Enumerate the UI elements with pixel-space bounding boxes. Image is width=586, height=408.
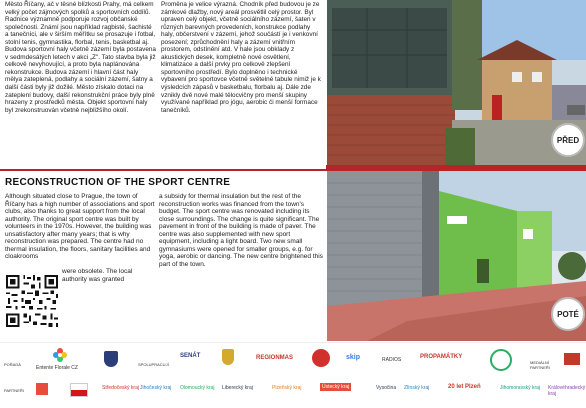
english-text-left-continued: were obsolete. The local authority was granted	[62, 268, 133, 283]
crest-icon	[222, 349, 234, 365]
vysocina-logo: Vysočina	[376, 385, 397, 391]
czech-text-right: Proměna je velice výrazná. Chodník před budovou je ze zámkové dlažby, nový areál prosvětlil celý prostor. Byl upraven celý objekt, včetně sociálního zázemí, šaten v různých barevných provedeních, konstrukce podlahy haly, občerstvení v zázemí, jehož součástí je i venkovní posezení; zprůchodnění haly a zázemí vnitřním prostorem, odstínění atd. V hale jsou obklady z akustických desek, kompletně nové osvětlení, klimatizace a další prvky pro celkově zlepšení sportovního prostředí. Bylo doplněno i technické vybavení pro sportovce včetně světelné tabule nimiž je k výsledcích zápasů v basketbalu, florbalu aj. Dále zde vznikly dvě nové malé tělocvičny pro menší skupiny využívané například pro jógu, aerobic či menší formace tanečníků.	[161, 1, 321, 114]
czech-text-left: Město Říčany, ač v těsné blízkosti Prahy, má celkem velký počet zájmových spolků a sportovních oddílů. Radnice významně podporuje rozvoj občanské společnosti. Známí jsou například ragbisté, šachisté a tanečníci, ale v širším měřítku se prosazuje i fotbal, stolní tenis, gymnastika, florbal, tenis, basketbal aj. Budova sportovní haly včetně zázemí byla postavena v sedmdesátých letech v akci „Z". Tato stavba byla již celkově nevyhovující, a proto byla naplánována rekonstrukce. Budova zázemí i hlavní část haly mělya zateplená, podlahy a sociální zázemí, šatny a další části byly již dožilé. Město získalo dotaci na zateplení budovy, další rekonstrukční práce byly plně hrazeny z prostředků města. Objekt sportovní haly byl zrekonstruován včetně nejbližšího okolí.	[5, 1, 156, 114]
emblem-icon	[104, 351, 118, 367]
red-square-icon	[36, 383, 48, 395]
jihomoravsky-logo: Jihomoravský kraj	[500, 385, 541, 391]
section-rule	[0, 169, 326, 171]
green-circle-icon	[490, 349, 512, 371]
entente-florale-label: Entente Florale CZ	[36, 365, 78, 371]
olomoucky-logo: Olomoucký kraj	[180, 385, 215, 391]
senat-logo: SENÁT	[180, 353, 201, 359]
photo-after	[327, 171, 586, 341]
label-media-partners: MEDIÁLNÍ PARTNEŘI	[530, 360, 550, 370]
plzensky-logo: Plzeňský kraj	[272, 385, 302, 391]
round-seal-icon	[312, 349, 330, 367]
section-heading: RECONSTRUCTION OF THE SPORT CENTRE	[5, 177, 231, 188]
english-text-right: a subsidy for thermal insulation but the rest of the reconstruction works was financed from the town's budget. The sport centre was renovated including its close surroundings. The change is quite significant. The pavement in front of the building is made of paver. The centre was also supplemented with new sport equipment, including a light board. Two new small gymnasiums were opened for smaller groups, e.g. for yoga, aerobic or dancing. The new centre brightened this part of the town.	[159, 193, 323, 268]
propamatky-logo: PROPAMÁTKY	[420, 354, 463, 360]
ustecky-logo: Ústecký kraj	[322, 384, 350, 390]
photo-before	[327, 0, 586, 165]
sponsor-footer	[0, 342, 586, 408]
flag-icon	[70, 383, 88, 397]
liberecky-logo: Liberecký kraj	[222, 385, 253, 391]
plzen-20-logo: 20 let Plzeň	[448, 384, 481, 390]
zlinsky-logo: Zlínský kraj	[404, 385, 430, 391]
stredocesky-logo: Středočeský kraj	[102, 385, 139, 391]
skip-logo: skip	[346, 354, 361, 361]
label-organizer: POŘADÁ	[4, 362, 21, 367]
radios-logo: RADIOS	[382, 357, 402, 363]
kralovehradecky-logo: Královéhradecký kraj	[548, 385, 586, 397]
plzen-red-icon	[564, 353, 580, 365]
label-partners: PARTNEŘI	[4, 388, 24, 393]
after-badge: POTÉ	[551, 297, 585, 331]
regionmas-logo: REGIONMAS	[256, 355, 294, 361]
label-cooperating: SPOLUPRACUJÍ	[138, 362, 169, 367]
english-text-left: Although situated close to Prague, the town of Říčany has a high number of associations and sport clubs, also thanks to great support from the local authority. The original sport centre was built by volunteers in the 1970s. However, the building was unsatisfactory after many years; that is why reconstruction was prepared. The centre had no thermal insulation, the floors, sanitary facilities and cloakrooms	[5, 193, 155, 261]
jihocesky-logo: Jihočeský kraj	[140, 385, 172, 391]
before-badge: PŘED	[551, 123, 585, 157]
qr-code[interactable]	[4, 273, 60, 329]
